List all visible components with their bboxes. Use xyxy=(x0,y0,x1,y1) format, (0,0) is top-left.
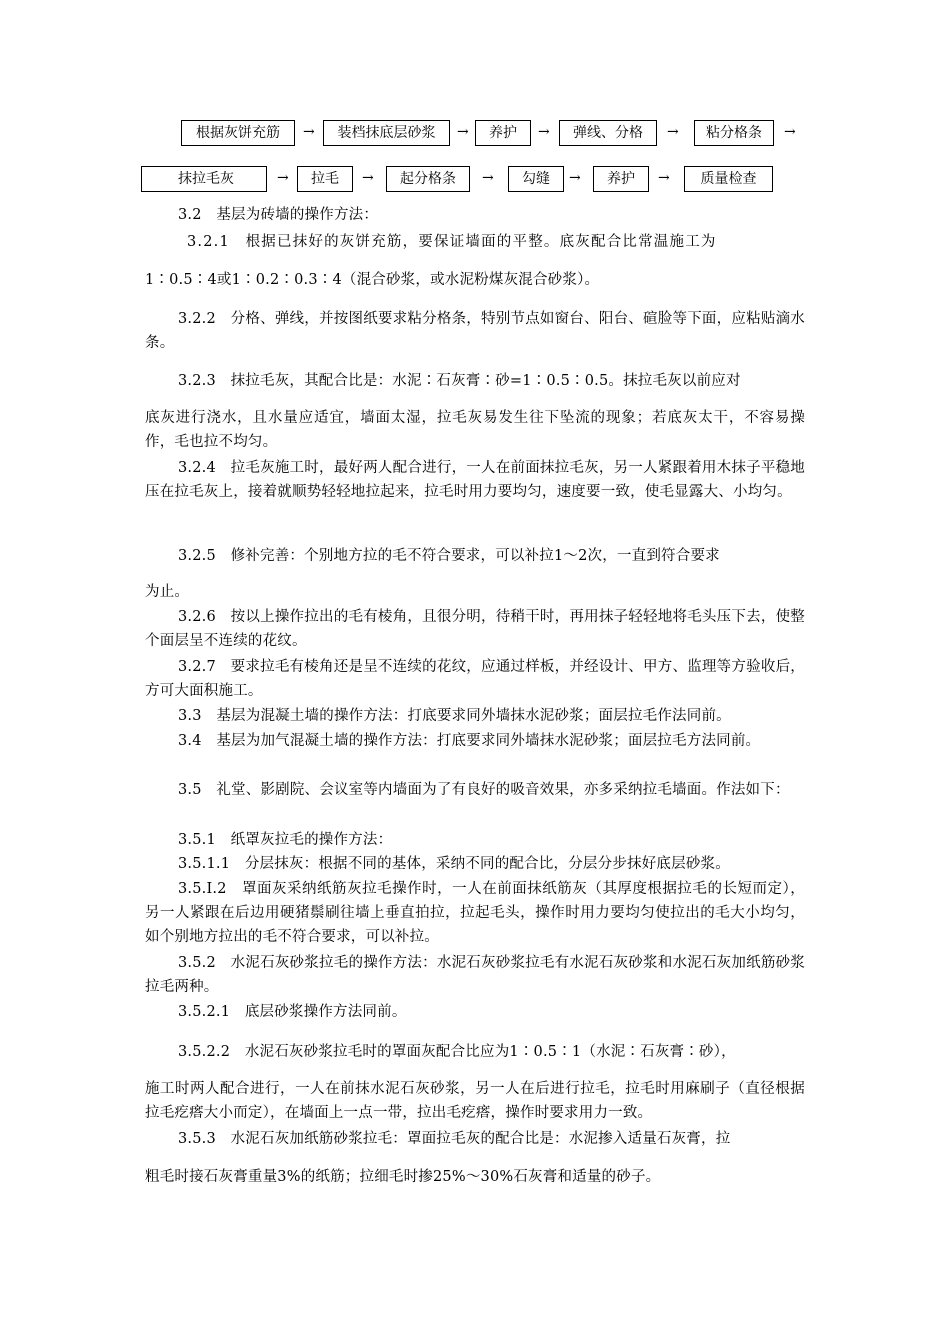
paragraph: 施工时两人配合进行，一人在前抹水泥石灰砂浆，另一人在后进行拉毛，拉毛时用麻刷子（直径根据拉毛疙瘩大小而定），在墙面上一点一带，拉出毛疙瘩，操作时要求用力一致。 xyxy=(145,1081,805,1121)
flow-step: 弹线、分格 xyxy=(559,120,657,146)
paragraph: 3.2.6 按以上操作拉出的毛有棱角，且很分明，待稍干时，再用抹子轻轻地将毛头压下去，使整个面层呈不连续的花纹。 xyxy=(145,609,805,649)
paragraph: 3.2.1 根据已抹好的灰饼充筋，要保证墙面的平整。底灰配合比常温施工为 xyxy=(187,234,717,250)
process-flow-row-1 xyxy=(0,120,950,154)
arrow-right-icon: → xyxy=(277,170,289,186)
process-flow-row-2 xyxy=(0,166,950,200)
flow-step: 养护 xyxy=(475,120,531,146)
flow-step: 粘分格条 xyxy=(694,120,774,146)
flow-step: 根据灰饼充筋 xyxy=(181,120,295,146)
paragraph: 3.5.2.2 水泥石灰砂浆拉毛时的罩面灰配合比应为1∶0.5∶1（水泥∶石灰膏∶砂）， xyxy=(178,1044,736,1060)
paragraph: 3.5.1 纸罩灰拉毛的操作方法： xyxy=(178,832,393,848)
paragraph: 3.2.2 分格、弹线，并按图纸要求粘分格条，特别节点如窗台、阳台、碹脸等下面，应粘贴滴水条。 xyxy=(145,311,805,351)
flow-step: 质量检查 xyxy=(684,166,773,192)
arrow-right-icon: → xyxy=(658,170,670,186)
paragraph: 底灰进行浇水，且水量应适宜，墙面太湿，拉毛灰易发生往下坠流的现象；若底灰太干，不容易操作，毛也拉不均匀。 xyxy=(145,410,805,450)
arrow-right-icon: → xyxy=(303,124,315,140)
arrow-right-icon: → xyxy=(784,124,796,140)
arrow-right-icon: → xyxy=(538,124,550,140)
paragraph: 3.2.7 要求拉毛有棱角还是呈不连续的花纹，应通过样板，并经设计、甲方、监理等方验收后，方可大面积施工。 xyxy=(145,659,805,699)
paragraph: 3.5.2 水泥石灰砂浆拉毛的操作方法：水泥石灰砂浆拉毛有水泥石灰砂浆和水泥石灰加纸筋砂浆拉毛两种。 xyxy=(145,955,805,995)
paragraph: 粗毛时接石灰膏重量3%的纸筋；拉细毛时掺25%～30%石灰膏和适量的砂子。 xyxy=(145,1169,661,1185)
paragraph: 3.5.I.2 罩面灰采纳纸筋灰拉毛操作时，一人在前面抹纸筋灰（其厚度根据拉毛的长短而定），另一人紧跟在后边用硬猪鬃刷往墙上垂直拍拉，拉起毛头，操作时用力要均匀使拉出的毛大小均匀，如个别地方拉出的毛不符合要求，可以补拉。 xyxy=(145,881,805,945)
paragraph: 3.4 基层为加气混凝土墙的操作方法：打底要求同外墙抹水泥砂浆；面层拉毛方法同前。 xyxy=(178,733,761,749)
paragraph: 3.2.3 抹拉毛灰，其配合比是：水泥∶石灰膏∶砂=1∶0.5∶0.5。抹拉毛灰以前应对 xyxy=(178,373,741,389)
paragraph: 3.5.1.1 分层抹灰：根据不同的基体，采纳不同的配合比，分层分步抹好底层砂浆。 xyxy=(178,856,730,872)
paragraph: 为止。 xyxy=(145,584,190,600)
paragraph: 3.5.3 水泥石灰加纸筋砂浆拉毛：罩面拉毛灰的配合比是：水泥掺入适量石灰膏，拉 xyxy=(178,1131,731,1147)
arrow-right-icon: → xyxy=(569,170,581,186)
paragraph: 3.2.5 修补完善：个别地方拉的毛不符合要求，可以补拉1～2次，一直到符合要求 xyxy=(178,548,720,564)
flow-step: 起分格条 xyxy=(386,166,470,192)
paragraph: 3.2.4 拉毛灰施工时，最好两人配合进行，一人在前面抹拉毛灰，另一人紧跟着用木抹子平稳地压在拉毛灰上，接着就顺势轻轻地拉起来，拉毛时用力要均匀，速度要一致，使毛显露大、小均匀。 xyxy=(145,460,805,500)
arrow-right-icon: → xyxy=(362,170,374,186)
flow-step: 养护 xyxy=(593,166,649,192)
flow-step: 勾缝 xyxy=(508,166,564,192)
arrow-right-icon: → xyxy=(457,124,469,140)
arrow-right-icon: → xyxy=(667,124,679,140)
flow-step: 拉毛 xyxy=(297,166,353,192)
flow-step: 装档抹底层砂浆 xyxy=(323,120,450,146)
paragraph: 3.3 基层为混凝土墙的操作方法：打底要求同外墙抹水泥砂浆；面层拉毛作法同前。 xyxy=(178,708,731,724)
paragraph: 3.5 礼堂、影剧院、会议室等内墙面为了有良好的吸音效果，亦多采纳拉毛墙面。作法如下： xyxy=(178,782,790,798)
paragraph: 1∶0.5∶4或1∶0.2∶0.3∶4（混合砂浆，或水泥粉煤灰混合砂浆）。 xyxy=(145,272,600,288)
flow-step: 抹拉毛灰 xyxy=(141,166,267,192)
paragraph: 3.5.2.1 底层砂浆操作方法同前。 xyxy=(178,1004,407,1020)
section-heading: 3.2 基层为砖墙的操作方法： xyxy=(178,207,379,223)
arrow-right-icon: → xyxy=(482,170,494,186)
